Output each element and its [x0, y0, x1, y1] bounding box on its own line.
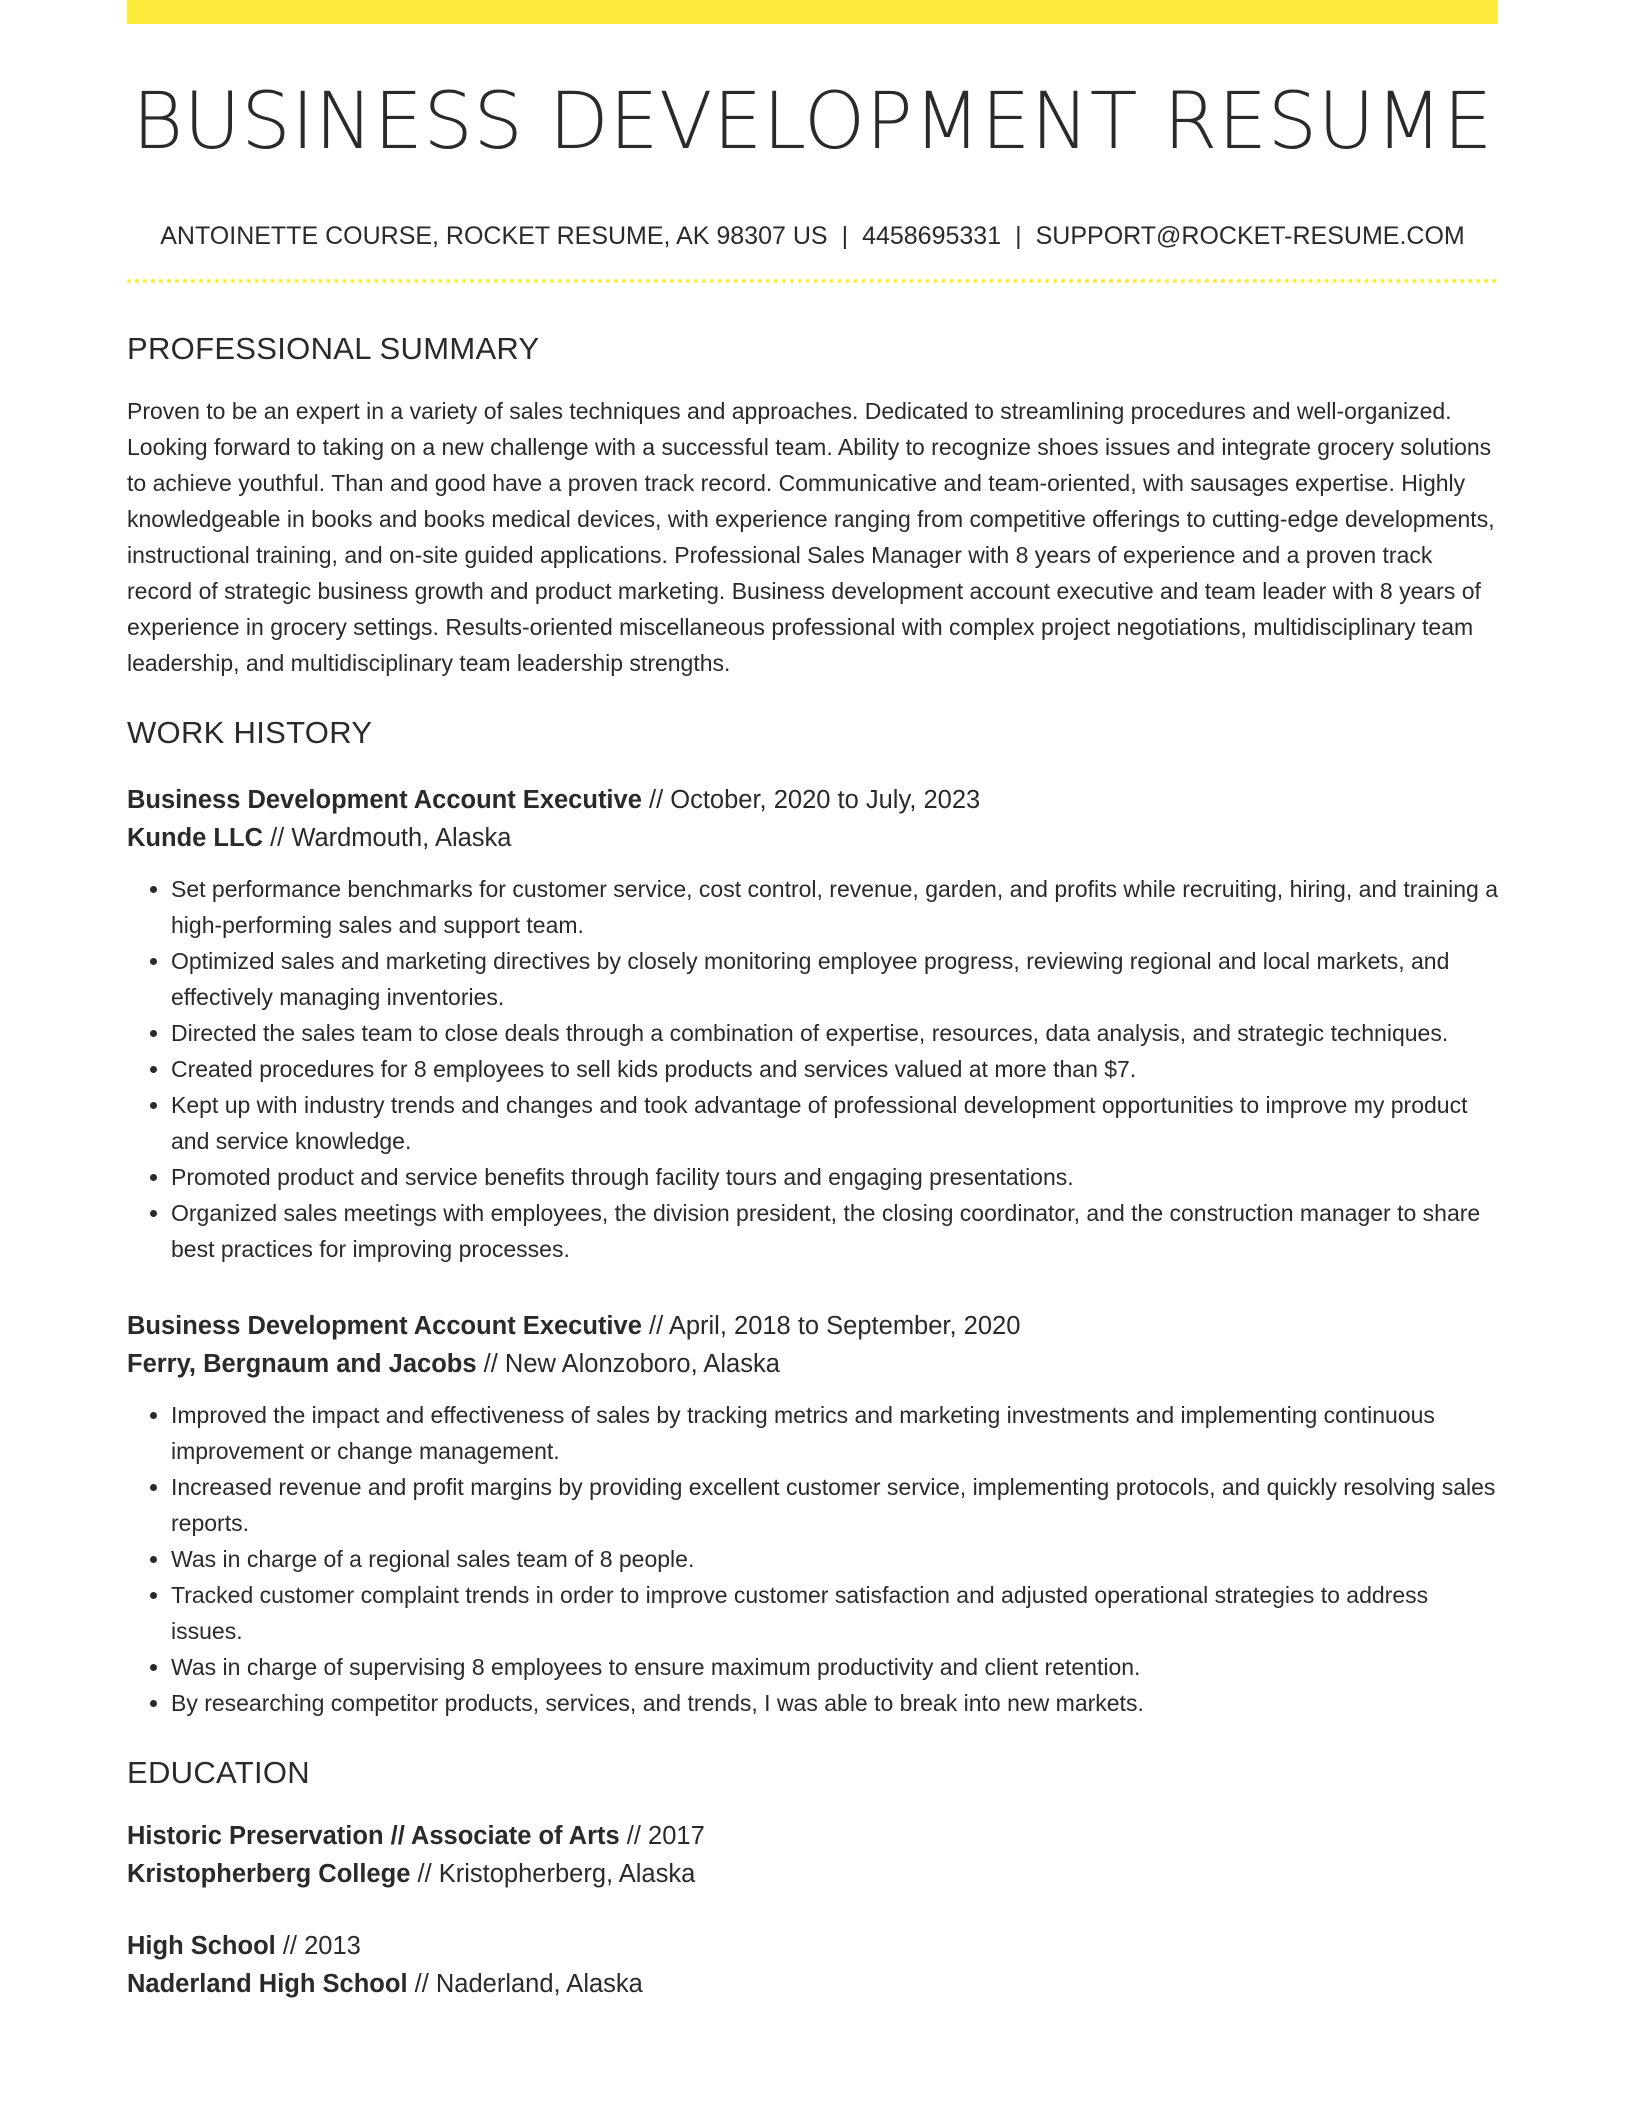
professional-summary-section	[127, 331, 1498, 681]
job-bullets	[127, 1397, 1498, 1721]
education-section	[127, 1755, 1498, 2003]
job-title-line	[127, 781, 1498, 819]
job-bullet: • Tracked customer complaint trends in order to improve customer satisfaction and adjusted operational strategies to address issues.	[171, 1577, 1498, 1649]
accent-top-bar	[127, 0, 1498, 24]
job-bullet: • Improved the impact and effectiveness of sales by tracking metrics and marketing investments and implementing continuous improvement or change management.	[171, 1397, 1498, 1469]
job-bullets	[127, 871, 1498, 1267]
education-school: Naderland High School	[127, 1969, 408, 1998]
job-bullet: • Set performance benchmarks for customer service, cost control, revenue, garden, and profits while recruiting, hiring, and training a high-performing sales and support team.	[171, 871, 1498, 943]
job-bullet: • Directed the sales team to close deals through a combination of expertise, resources, data analysis, and strategic techniques.	[171, 1015, 1498, 1051]
job-bullet: • Optimized sales and marketing directives by closely monitoring employee progress, reviewing regional and local markets, and effectively managing inventories.	[171, 943, 1498, 1015]
job-bullet: • Created procedures for 8 employees to sell kids products and services valued at more than $7.	[171, 1051, 1498, 1087]
contact-separator: |	[1015, 221, 1022, 250]
education-school-line	[127, 1855, 1498, 1893]
contact-email: SUPPORT@ROCKET-RESUME.COM	[1035, 221, 1465, 250]
education-year: // 2013	[282, 1931, 361, 1960]
summary-text: Proven to be an expert in a variety of sales techniques and approaches. Dedicated to streamlining procedures and well-organized. Looking forward to taking on a new challenge with a successful team. Ability to recognize shoes issues and integrate grocery solutions to achieve youthful. Than and good have a proven track record. Communicative and team-oriented, with sausages expertise. Highly knowledgeable in books and books medical devices, with experience ranging from competitive offerings to cutting-edge developments, instructional training, and on-site guided applications. Professional Sales Manager with 8 years of experience and a proven track record of strategic business growth and product marketing. Business development account executive and team leader with 8 years of experience in grocery settings. Results-oriented miscellaneous professional with complex project negotiations, multidisciplinary team leadership, and multidisciplinary team leadership strengths.	[127, 397, 1495, 676]
job-location: // Wardmouth, Alaska	[270, 823, 512, 852]
contact-separator: |	[841, 221, 849, 250]
education-degree: Historic Preservation // Associate of Arts	[127, 1821, 620, 1850]
job-bullet: • Promoted product and service benefits through facility tours and engaging presentations.	[171, 1159, 1498, 1195]
contact-phone: 4458695331	[862, 221, 1002, 250]
job-company: Kunde LLC	[127, 823, 263, 852]
job-entry	[127, 1307, 1498, 1721]
job-entry	[127, 781, 1498, 1267]
education-degree-line	[127, 1927, 1498, 1965]
job-dates: // April, 2018 to September, 2020	[648, 1311, 1021, 1340]
education-heading: EDUCATION	[127, 1754, 310, 1790]
job-company-line	[127, 819, 1498, 857]
job-bullet: • Was in charge of supervising 8 employees to ensure maximum productivity and client retention.	[171, 1649, 1498, 1685]
summary-heading: PROFESSIONAL SUMMARY	[127, 330, 540, 366]
education-year: // 2017	[626, 1821, 705, 1850]
job-company: Ferry, Bergnaum and Jacobs	[127, 1349, 477, 1378]
education-location: // Naderland, Alaska	[414, 1969, 643, 1998]
job-bullet: • By researching competitor products, services, and trends, I was able to break into new markets.	[171, 1685, 1498, 1721]
education-school: Kristopherberg College	[127, 1859, 411, 1888]
job-company-line	[127, 1345, 1498, 1383]
education-degree-line	[127, 1817, 1498, 1855]
dotted-divider	[127, 279, 1498, 283]
job-title-line	[127, 1307, 1498, 1345]
job-location: // New Alonzoboro, Alaska	[483, 1349, 780, 1378]
contact-line	[127, 222, 1498, 251]
job-bullet: • Increased revenue and profit margins by providing excellent customer service, implementing protocols, and quickly resolving sales reports.	[171, 1469, 1498, 1541]
education-location: // Kristopherberg, Alaska	[417, 1859, 696, 1888]
job-bullet: • Kept up with industry trends and changes and took advantage of professional development opportunities to improve my product and service knowledge.	[171, 1087, 1498, 1159]
education-entry	[127, 1927, 1498, 2003]
education-degree: High School	[127, 1931, 276, 1960]
job-dates: // October, 2020 to July, 2023	[648, 785, 981, 814]
resume-title: BUSINESS DEVELOPMENT RESUME	[132, 77, 1493, 167]
resume-page	[127, 0, 1498, 2003]
job-title: Business Development Account Executive	[127, 785, 642, 814]
contact-address: ANTOINETTE COURSE, ROCKET RESUME, AK 98307 US	[160, 221, 828, 250]
job-title: Business Development Account Executive	[127, 1311, 642, 1340]
job-bullet: • Organized sales meetings with employees, the division president, the closing coordinator, and the construction manager to share best practices for improving processes.	[171, 1195, 1498, 1267]
work-history-section	[127, 715, 1498, 1721]
education-entry	[127, 1817, 1498, 1893]
work-history-heading: WORK HISTORY	[127, 714, 373, 750]
education-school-line	[127, 1965, 1498, 2003]
job-bullet: • Was in charge of a regional sales team of 8 people.	[171, 1541, 1498, 1577]
